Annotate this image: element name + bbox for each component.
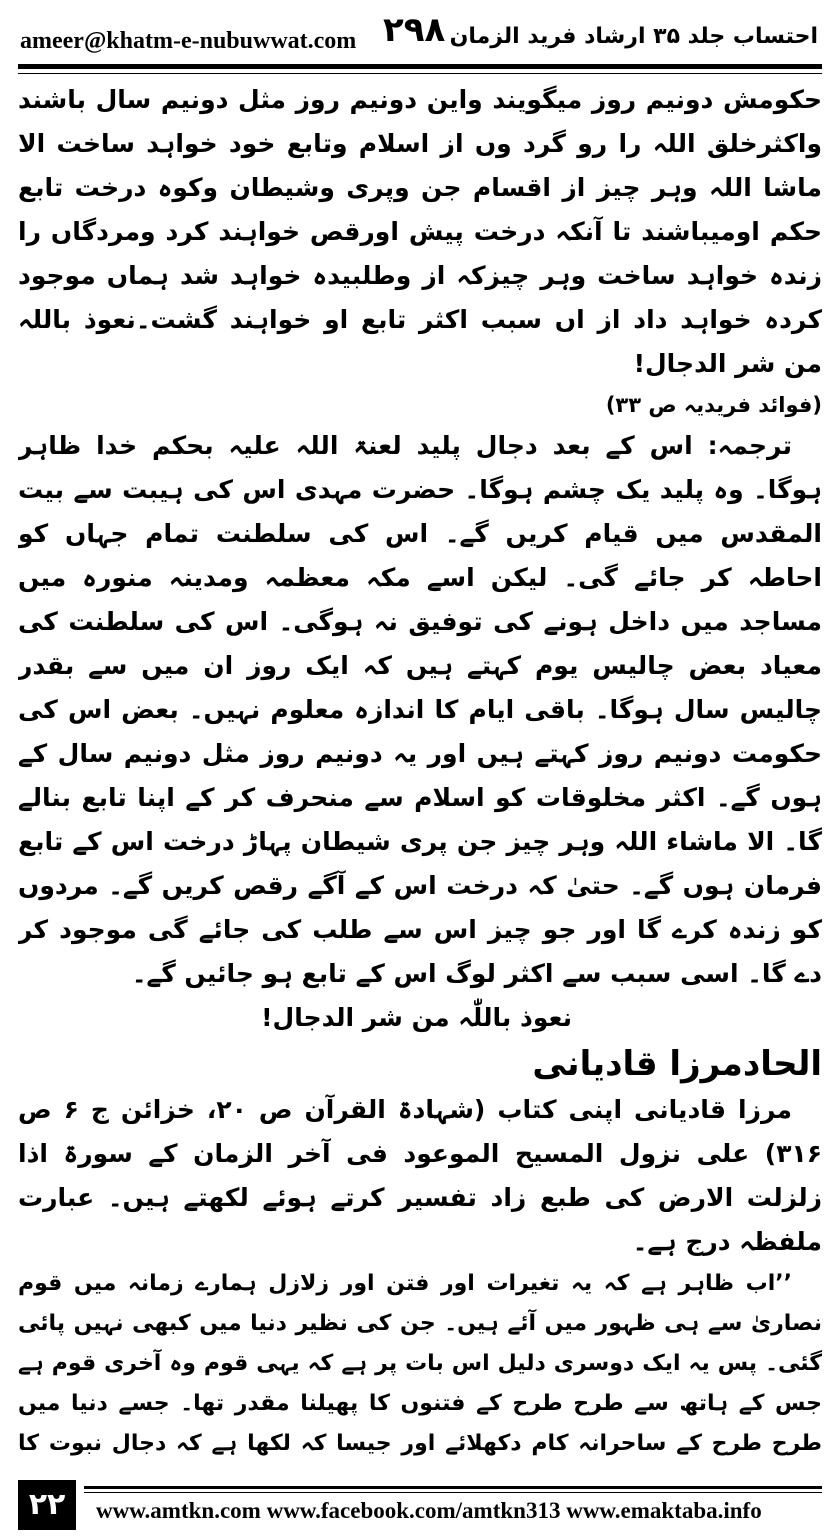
page-body [18, 78, 822, 1466]
footer-links[interactable]: www.amtkn.com www.facebook.com/amtkn313 www.emaktaba.info [96, 1498, 762, 1523]
page-footer [18, 1480, 822, 1530]
footer-page-badge: ۲۲ [18, 1480, 76, 1530]
header-rule-thick [18, 64, 822, 69]
persian-passage: حکومش دونیم روز میگویند واین دونیم روز مثل دونیم سال باشند واکثرخلق اللہ را رو گرد وں از اسلام وتابع خود خواہد ساخت الا ماشا اللہ وہر چیز از اقسام جن وپری وشیطان وکوہ درخت تابع حکم اومیباشند تا آنکہ درخت پیش اورقص خواہند کرد ومردگاں را زندہ خواہد ساخت وہر چیزکہ از وطلبیدہ خواہد شد ہماں موجود کردہ خواہد داد از اں سبب اکثر تابع او خواہند گشت۔نعوذ باللہ من شر الدجال! [18, 85, 822, 378]
header-email: ameer@khatm-e-nubuwwat.com [20, 28, 357, 54]
source-reference: (فوائد فریدیہ ص ۳۳) [605, 393, 822, 417]
section-heading-ilhad: الحادمرزا قادیانی [532, 1044, 822, 1084]
footer-rule-thin [84, 1492, 822, 1493]
header-title: احتساب جلد ۳۵ ارشاد فرید الزمان [449, 24, 818, 49]
footer-rule-thick [84, 1486, 822, 1489]
page-header [18, 6, 822, 66]
urdu-translation: ترجمہ: اس کے بعد دجال پلید لعنۃ اللہ علیہ بحکم خدا ظاہر ہوگا۔ وہ پلید یک چشم ہوگا۔ حضرت مہدی اس کی ہیبت سے بیت المقدس میں قیام کریں گے۔ اس کی سلطنت تمام جہاں کو احاطہ کر جائے گی۔ لیکن اسے مکہ معظمہ ومدینہ منورہ میں مساجد میں داخل ہونے کی توفیق نہ ہوگی۔ اس کی سلطنت کی معیاد بعض چالیس یوم کہتے ہیں کہ ایک روز ان میں سے بقدر چالیس سال ہوگا۔ باقی ایام کا اندازہ معلوم نہیں۔ بعض اس کی حکومت دونیم روز کہتے ہیں اور یہ دونیم روز مثل دونیم سال کے ہوں گے۔ اکثر مخلوقات کو اسلام سے منحرف کر کے اپنا تابع بنالے گا۔ الا ماشاء اللہ وہر چیز جن پری شیطان پہاڑ درخت اس کے تابع فرمان ہوں گے۔ حتیٰ کہ درخت اس کے آگے رقص کریں گے۔ مردوں کو زندہ کرے گا اور جو چیز اس سے طلب کی جائے گی موجود کر دے گا۔ اسی سبب سے اکثر لوگ اس کے تابع ہو جائیں گے۔ [18, 431, 822, 988]
mirza-intro: مرزا قادیانی اپنی کتاب (شہادۃ القرآن ص ۲۰، خزائن ج ۶ ص ۳۱۶) علی نزول المسیح الموعود فی آخر الزمان کے سورۃ اذا زلزلت الارض کی طبع زاد تفسیر کرتے ہوئے لکھتے ہیں۔ عبارت ملفظہ درج ہے۔ [18, 1095, 822, 1256]
closing-invocation: نعوذ باللّٰہ من شر الدجال! [261, 1003, 572, 1032]
header-page-number: ۲۹۸ [383, 10, 446, 50]
header-rule-thin [18, 73, 822, 74]
block-quote: ’’اب ظاہر ہے کہ یہ تغیرات اور فتن اور زلازل ہمارے زمانہ میں قوم نصاریٰ سے ہی ظہور میں آئے ہیں۔ جن کی نظیر دنیا میں کبھی نہیں پائی گئی۔ پس یہ ایک دوسری دلیل اس بات پر ہے کہ یہی قوم وہ آخری قوم ہے جس کے ہاتھ سے طرح طرح کے فتنوں کا پھیلنا مقدر تھا۔ جسے دنیا میں طرح طرح کے ساحرانہ کام دکھلائے اور جیسا کہ لکھا ہے کہ دجال نبوت کا [18, 1271, 822, 1456]
